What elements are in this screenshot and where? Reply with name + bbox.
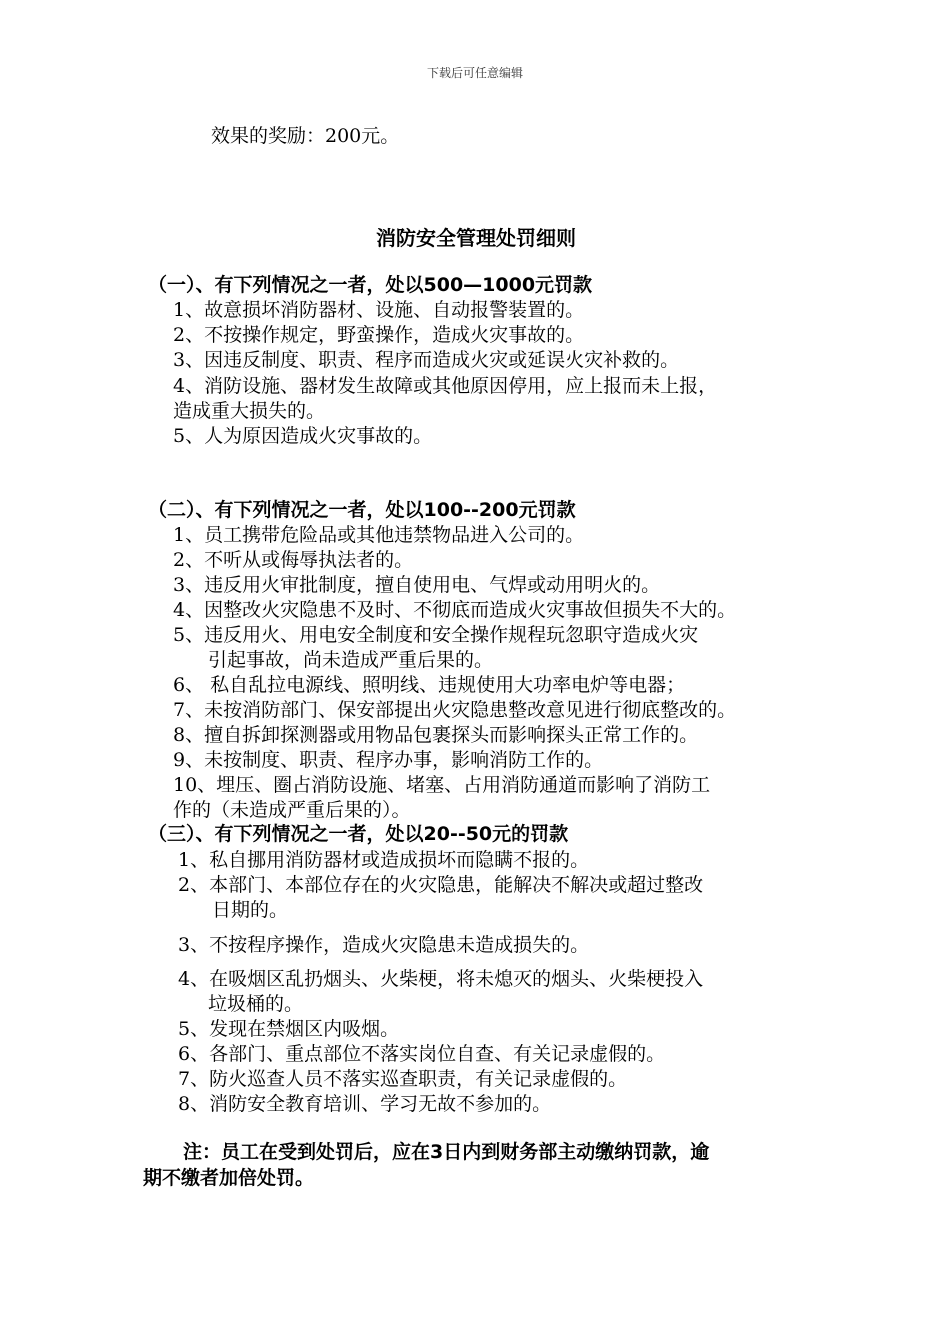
note-text: 注：员工在受到处罚后，应在3日内到财务部主动缴纳罚款，逾 bbox=[183, 1141, 710, 1163]
section-2-item: 6、 私自乱拉电源线、照明线、违规使用大功率电炉等电器； bbox=[173, 674, 686, 696]
section-1-item: 3、因违反制度、职责、程序而造成火灾或延误火灾补救的。 bbox=[173, 349, 680, 371]
section-3-item: 6、各部门、重点部位不落实岗位自查、有关记录虚假的。 bbox=[178, 1043, 666, 1065]
section-2-item: 3、违反用火审批制度，擅自使用电、气焊或动用明火的。 bbox=[173, 574, 661, 596]
section-3-item: 2、本部门、本部位存在的火灾隐患，能解决不解决或超过整改 bbox=[178, 874, 704, 896]
section-3-item: 7、防火巡查人员不落实巡查职责，有关记录虚假的。 bbox=[178, 1068, 628, 1090]
section-3-item-cont: 垃圾桶的。 bbox=[208, 993, 304, 1015]
section-1-item: 4、消防设施、器材发生故障或其他原因停用，应上报而未上报， bbox=[173, 375, 718, 397]
section-3-item: 3、不按程序操作，造成火灾隐患未造成损失的。 bbox=[178, 934, 590, 956]
section-3-item-cont: 日期的。 bbox=[212, 899, 289, 921]
section-2-item: 9、未按制度、职责、程序办事，影响消防工作的。 bbox=[173, 749, 604, 771]
section-2-item-cont: 引起事故，尚未造成严重后果的。 bbox=[208, 649, 494, 671]
section-1-item: 2、不按操作规定，野蛮操作，造成火灾事故的。 bbox=[173, 324, 585, 346]
section-2-item: 2、不听从或侮辱执法者的。 bbox=[173, 549, 414, 571]
section-3-item: 4、在吸烟区乱扔烟头、火柴梗，将未熄灭的烟头、火柴梗投入 bbox=[178, 968, 704, 990]
section-2-item: 1、员工携带危险品或其他违禁物品进入公司的。 bbox=[173, 524, 585, 546]
section-2-item: 7、未按消防部门、保安部提出火灾隐患整改意见进行彻底整改的。 bbox=[173, 699, 737, 721]
section-2-item: 5、违反用火、用电安全制度和安全操作规程玩忽职守造成火灾 bbox=[173, 624, 699, 646]
section-3-item: 5、发现在禁烟区内吸烟。 bbox=[178, 1018, 400, 1040]
page-header: 下载后可任意编辑 bbox=[426, 66, 523, 80]
page-title: 消防安全管理处罚细则 bbox=[376, 226, 576, 250]
section-1-heading: （一）、有下列情况之一者，处以500—1000元罚款 bbox=[148, 274, 593, 296]
section-2-item: 4、因整改火灾隐患不及时、不彻底而造成火灾事故但损失不大的。 bbox=[173, 599, 737, 621]
section-3-heading: （三）、有下列情况之一者，处以20--50元的罚款 bbox=[148, 823, 569, 845]
section-2-item-cont: 作的（未造成严重后果的）。 bbox=[173, 799, 411, 821]
section-1-item: 1、故意损坏消防器材、设施、自动报警装置的。 bbox=[173, 299, 585, 321]
section-3-item: 1、私自挪用消防器材或造成损坏而隐瞒不报的。 bbox=[178, 849, 590, 871]
note-text-cont: 期不缴者加倍处罚。 bbox=[143, 1167, 315, 1189]
section-3-item: 8、消防安全教育培训、学习无故不参加的。 bbox=[178, 1093, 552, 1115]
intro-text: 效果的奖励：200元。 bbox=[211, 125, 400, 147]
section-1-item-cont: 造成重大损失的。 bbox=[173, 400, 326, 422]
section-2-heading: （二）、有下列情况之一者，处以100--200元罚款 bbox=[148, 499, 576, 521]
section-1-item: 5、人为原因造成火灾事故的。 bbox=[173, 425, 433, 447]
section-2-item: 10、埋压、圈占消防设施、堵塞、占用消防通道而影响了消防工 bbox=[173, 774, 711, 796]
section-2-item: 8、擅自拆卸探测器或用物品包裹探头而影响探头正常工作的。 bbox=[173, 724, 699, 746]
